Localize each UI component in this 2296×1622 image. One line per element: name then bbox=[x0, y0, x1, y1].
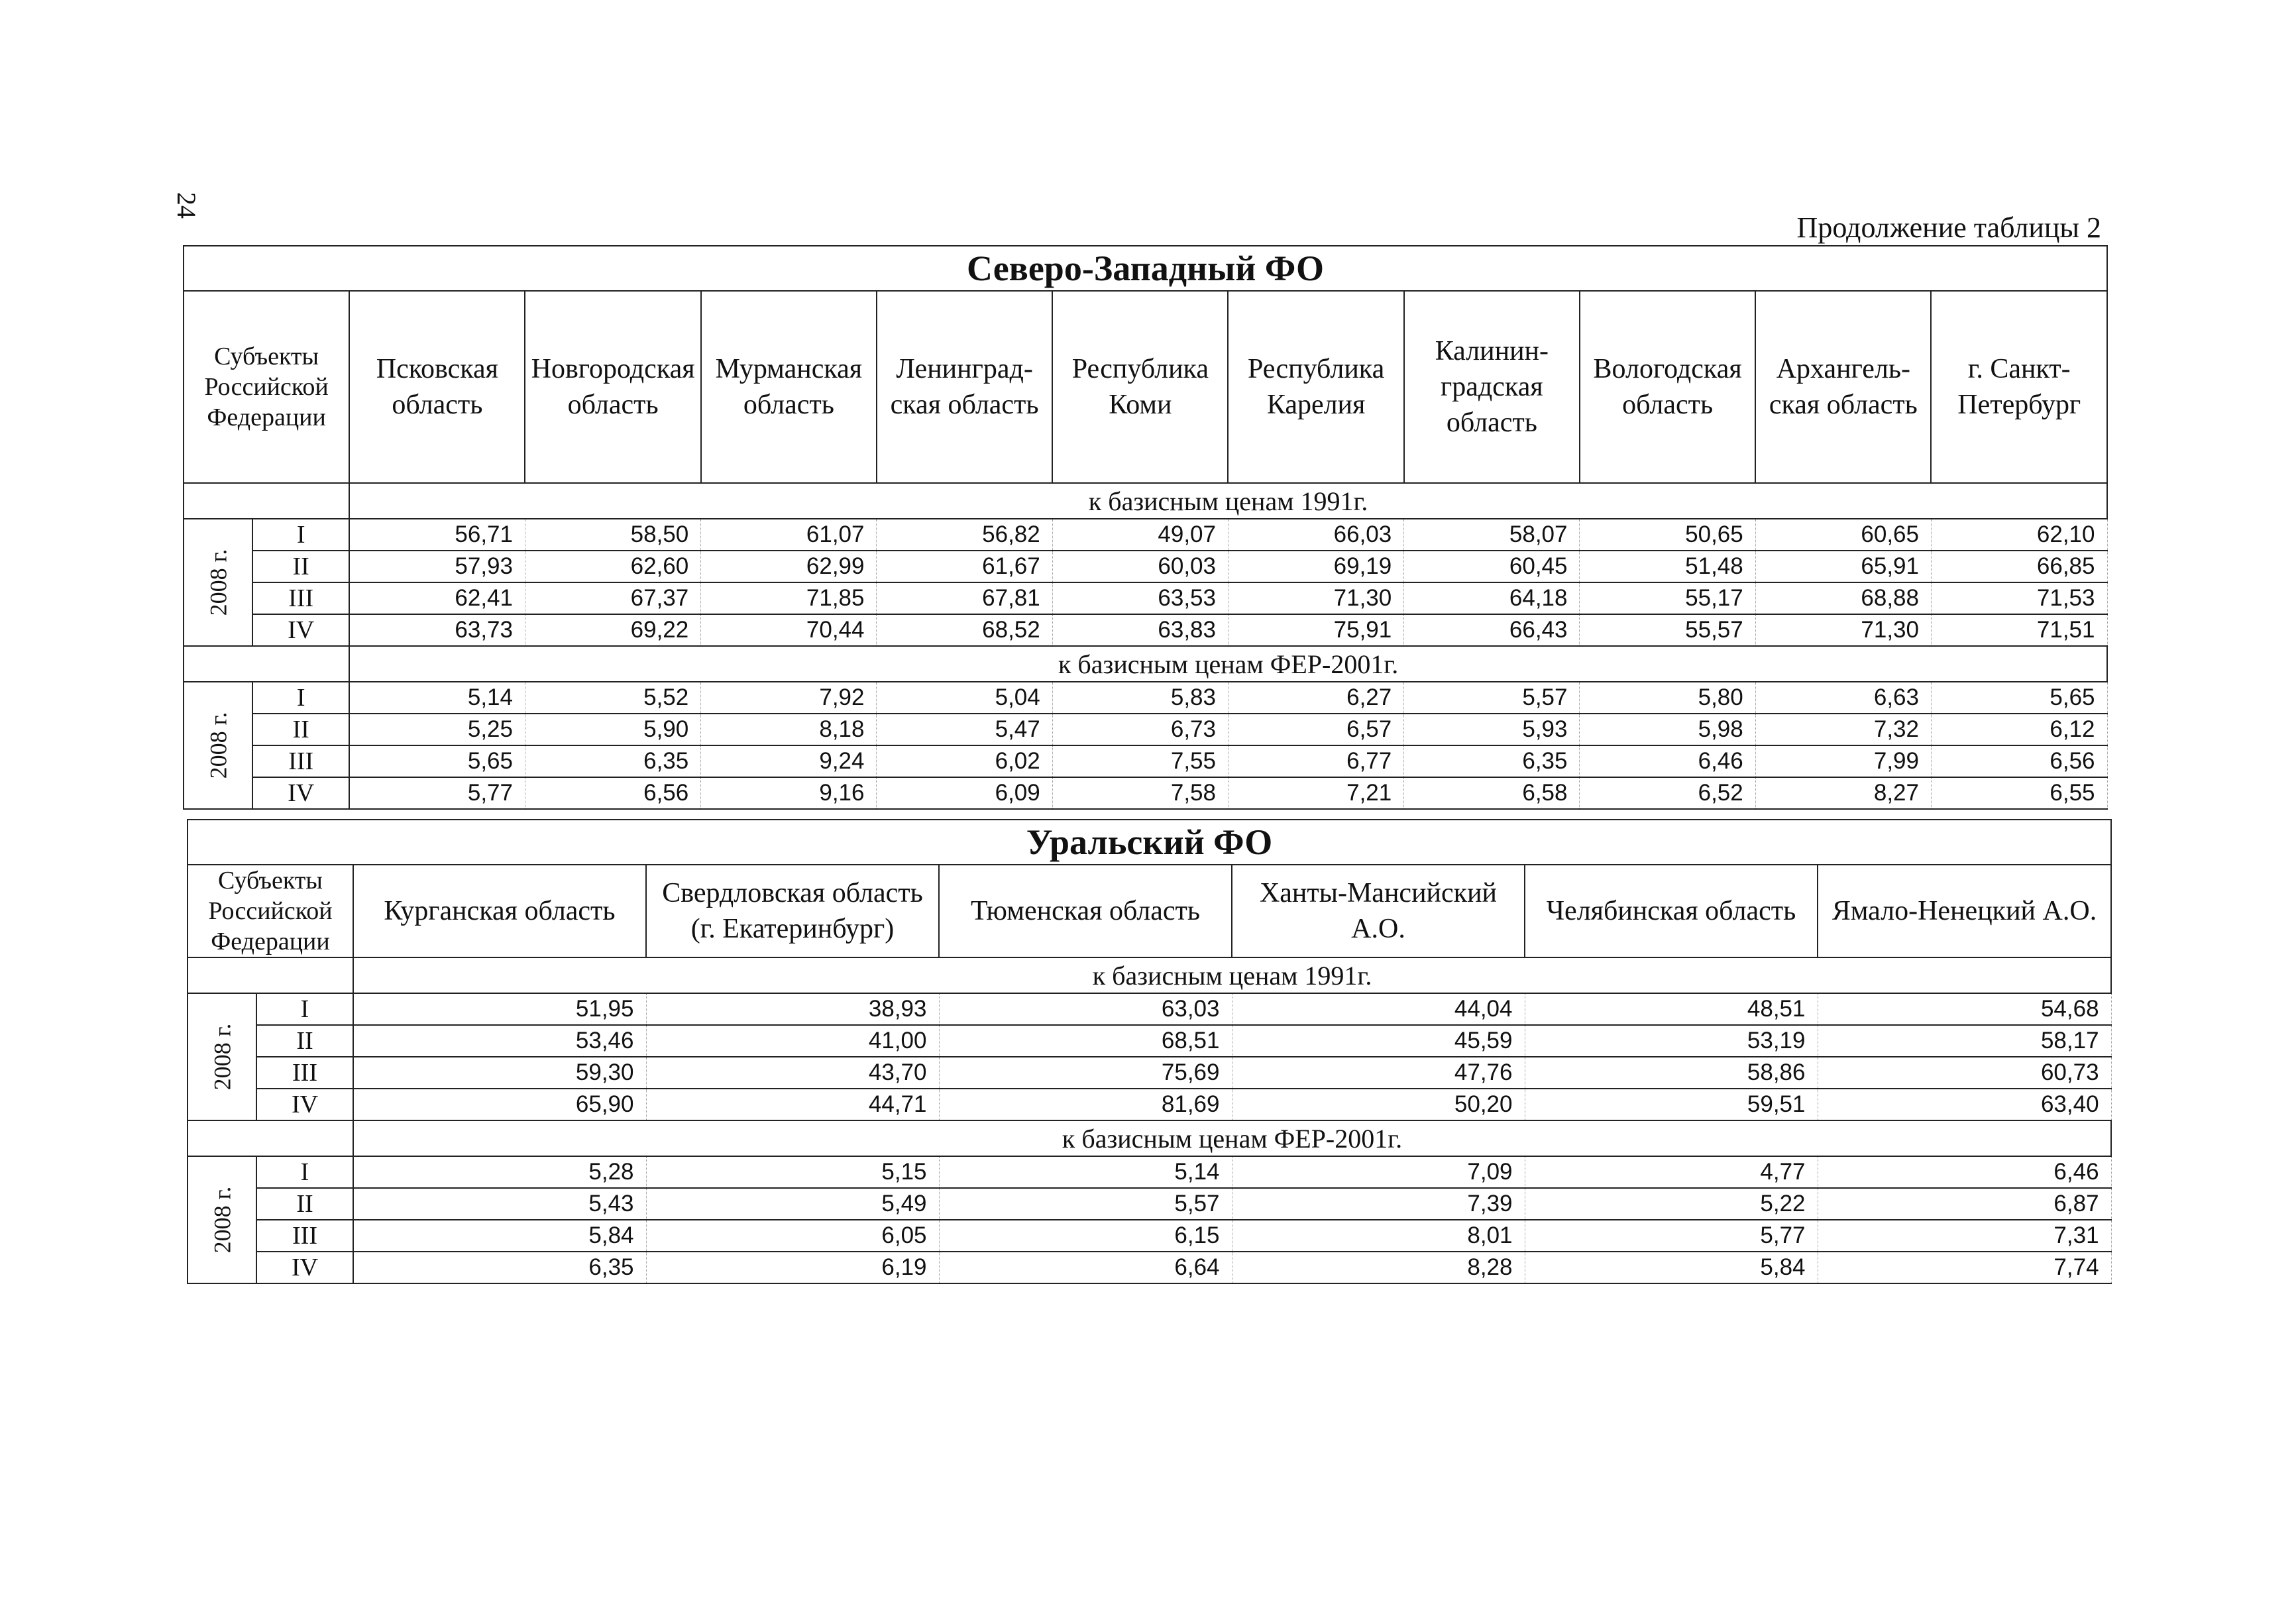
column-header: Республика Карелия bbox=[1228, 291, 1403, 483]
section-label: к базисным ценам 1991г. bbox=[349, 483, 2107, 519]
year-label bbox=[188, 1156, 256, 1283]
value-cell: 81,69 bbox=[939, 1089, 1232, 1120]
value-cell: 7,92 bbox=[701, 682, 877, 714]
value-cell: 8,18 bbox=[701, 714, 877, 745]
value-cell: 5,65 bbox=[1931, 682, 2107, 714]
column-header: Ханты-Мансийский А.О. bbox=[1232, 865, 1525, 957]
table-row bbox=[188, 1188, 2111, 1220]
value-cell: 6,19 bbox=[646, 1252, 939, 1283]
value-cell: 62,41 bbox=[349, 582, 525, 614]
value-cell: 68,88 bbox=[1755, 582, 1931, 614]
value-cell: 71,51 bbox=[1931, 614, 2107, 646]
value-cell: 6,56 bbox=[525, 777, 700, 809]
year-text: 2008 г. bbox=[205, 549, 232, 616]
page-number: 24 bbox=[172, 192, 202, 219]
value-cell: 68,51 bbox=[939, 1025, 1232, 1057]
value-cell: 5,90 bbox=[525, 714, 700, 745]
table-row bbox=[184, 519, 2107, 551]
quarter-label: II bbox=[256, 1188, 353, 1220]
value-cell: 7,21 bbox=[1228, 777, 1403, 809]
column-header: Калинин-градская область bbox=[1404, 291, 1580, 483]
value-cell: 6,46 bbox=[1818, 1156, 2111, 1188]
quarter-label: I bbox=[252, 682, 349, 714]
value-cell: 75,91 bbox=[1228, 614, 1403, 646]
value-cell: 58,07 bbox=[1404, 519, 1580, 551]
value-cell: 51,95 bbox=[353, 993, 646, 1025]
year-text: 2008 г. bbox=[209, 1023, 235, 1091]
quarter-label: II bbox=[256, 1025, 353, 1057]
quarter-label: II bbox=[252, 714, 349, 745]
value-cell: 53,19 bbox=[1525, 1025, 1818, 1057]
value-cell: 7,32 bbox=[1755, 714, 1931, 745]
section-spacer bbox=[188, 957, 353, 993]
northwest-title: Северо-Западный ФО bbox=[184, 246, 2107, 291]
year-label bbox=[184, 519, 252, 646]
value-cell: 6,77 bbox=[1228, 745, 1403, 777]
value-cell: 47,76 bbox=[1232, 1057, 1525, 1089]
value-cell: 67,37 bbox=[525, 582, 700, 614]
section-spacer bbox=[184, 483, 349, 519]
value-cell: 9,24 bbox=[701, 745, 877, 777]
column-header: Республика Коми bbox=[1052, 291, 1228, 483]
table-row bbox=[184, 777, 2107, 809]
column-header: Курганская область bbox=[353, 865, 646, 957]
value-cell: 48,51 bbox=[1525, 993, 1818, 1025]
value-cell: 5,57 bbox=[1404, 682, 1580, 714]
quarter-label: I bbox=[256, 1156, 353, 1188]
value-cell: 4,77 bbox=[1525, 1156, 1818, 1188]
value-cell: 71,30 bbox=[1755, 614, 1931, 646]
value-cell: 5,57 bbox=[939, 1188, 1232, 1220]
value-cell: 5,15 bbox=[646, 1156, 939, 1188]
value-cell: 6,27 bbox=[1228, 682, 1403, 714]
quarter-label: I bbox=[252, 519, 349, 551]
subject-header: Субъекты Российской Федерации bbox=[188, 865, 353, 957]
value-cell: 50,20 bbox=[1232, 1089, 1525, 1120]
value-cell: 43,70 bbox=[646, 1057, 939, 1089]
value-cell: 67,81 bbox=[877, 582, 1052, 614]
value-cell: 61,07 bbox=[701, 519, 877, 551]
section-label: к базисным ценам 1991г. bbox=[353, 957, 2111, 993]
value-cell: 60,45 bbox=[1404, 551, 1580, 582]
value-cell: 69,19 bbox=[1228, 551, 1403, 582]
value-cell: 7,09 bbox=[1232, 1156, 1525, 1188]
value-cell: 66,85 bbox=[1931, 551, 2107, 582]
value-cell: 68,52 bbox=[877, 614, 1052, 646]
value-cell: 45,59 bbox=[1232, 1025, 1525, 1057]
value-cell: 5,80 bbox=[1580, 682, 1755, 714]
value-cell: 5,14 bbox=[349, 682, 525, 714]
quarter-label: II bbox=[252, 551, 349, 582]
table-row bbox=[188, 1025, 2111, 1057]
value-cell: 71,85 bbox=[701, 582, 877, 614]
section-spacer bbox=[188, 1120, 353, 1156]
table-row bbox=[188, 1057, 2111, 1089]
column-header: г. Санкт-Петербург bbox=[1931, 291, 2107, 483]
table-row bbox=[188, 993, 2111, 1025]
quarter-label: I bbox=[256, 993, 353, 1025]
column-header: Ямало-Ненецкий А.О. bbox=[1818, 865, 2111, 957]
value-cell: 70,44 bbox=[701, 614, 877, 646]
value-cell: 75,69 bbox=[939, 1057, 1232, 1089]
value-cell: 6,73 bbox=[1052, 714, 1228, 745]
value-cell: 60,03 bbox=[1052, 551, 1228, 582]
value-cell: 6,35 bbox=[353, 1252, 646, 1283]
value-cell: 71,53 bbox=[1931, 582, 2107, 614]
quarter-label: III bbox=[256, 1057, 353, 1089]
value-cell: 5,04 bbox=[877, 682, 1052, 714]
value-cell: 61,67 bbox=[877, 551, 1052, 582]
value-cell: 6,52 bbox=[1580, 777, 1755, 809]
column-header: Псковская область bbox=[349, 291, 525, 483]
value-cell: 5,93 bbox=[1404, 714, 1580, 745]
table-row bbox=[184, 614, 2107, 646]
column-header: Мурманская область bbox=[701, 291, 877, 483]
value-cell: 51,48 bbox=[1580, 551, 1755, 582]
value-cell: 66,03 bbox=[1228, 519, 1403, 551]
value-cell: 53,46 bbox=[353, 1025, 646, 1057]
value-cell: 63,53 bbox=[1052, 582, 1228, 614]
value-cell: 5,84 bbox=[1525, 1252, 1818, 1283]
value-cell: 6,63 bbox=[1755, 682, 1931, 714]
value-cell: 6,35 bbox=[1404, 745, 1580, 777]
value-cell: 7,99 bbox=[1755, 745, 1931, 777]
value-cell: 6,87 bbox=[1818, 1188, 2111, 1220]
column-header: Вологодская область bbox=[1580, 291, 1755, 483]
section-spacer bbox=[184, 646, 349, 682]
value-cell: 6,55 bbox=[1931, 777, 2107, 809]
quarter-label: IV bbox=[252, 777, 349, 809]
table-row bbox=[184, 714, 2107, 745]
year-label bbox=[188, 993, 256, 1120]
value-cell: 56,71 bbox=[349, 519, 525, 551]
ural-table bbox=[187, 819, 2112, 1284]
value-cell: 58,17 bbox=[1818, 1025, 2111, 1057]
quarter-label: IV bbox=[252, 614, 349, 646]
value-cell: 64,18 bbox=[1404, 582, 1580, 614]
value-cell: 6,12 bbox=[1931, 714, 2107, 745]
value-cell: 62,10 bbox=[1931, 519, 2107, 551]
table-row bbox=[184, 682, 2107, 714]
value-cell: 5,22 bbox=[1525, 1188, 1818, 1220]
value-cell: 6,46 bbox=[1580, 745, 1755, 777]
column-header: Тюменская область bbox=[939, 865, 1232, 957]
value-cell: 5,25 bbox=[349, 714, 525, 745]
quarter-label: IV bbox=[256, 1252, 353, 1283]
value-cell: 62,60 bbox=[525, 551, 700, 582]
subject-header: Субъекты Российской Федерации bbox=[184, 291, 349, 483]
value-cell: 5,52 bbox=[525, 682, 700, 714]
value-cell: 63,03 bbox=[939, 993, 1232, 1025]
value-cell: 5,77 bbox=[349, 777, 525, 809]
value-cell: 5,47 bbox=[877, 714, 1052, 745]
year-text: 2008 г. bbox=[209, 1186, 235, 1254]
value-cell: 8,28 bbox=[1232, 1252, 1525, 1283]
value-cell: 6,09 bbox=[877, 777, 1052, 809]
value-cell: 6,57 bbox=[1228, 714, 1403, 745]
year-label bbox=[184, 682, 252, 809]
value-cell: 5,77 bbox=[1525, 1220, 1818, 1252]
value-cell: 65,90 bbox=[353, 1089, 646, 1120]
value-cell: 63,83 bbox=[1052, 614, 1228, 646]
column-header: Челябинская область bbox=[1525, 865, 1818, 957]
column-header: Новгородская область bbox=[525, 291, 700, 483]
value-cell: 6,05 bbox=[646, 1220, 939, 1252]
value-cell: 59,51 bbox=[1525, 1089, 1818, 1120]
value-cell: 60,73 bbox=[1818, 1057, 2111, 1089]
value-cell: 59,30 bbox=[353, 1057, 646, 1089]
section-label: к базисным ценам ФЕР-2001г. bbox=[349, 646, 2107, 682]
value-cell: 5,84 bbox=[353, 1220, 646, 1252]
value-cell: 63,40 bbox=[1818, 1089, 2111, 1120]
value-cell: 9,16 bbox=[701, 777, 877, 809]
value-cell: 6,64 bbox=[939, 1252, 1232, 1283]
value-cell: 7,39 bbox=[1232, 1188, 1525, 1220]
value-cell: 5,28 bbox=[353, 1156, 646, 1188]
table-row bbox=[184, 745, 2107, 777]
value-cell: 5,83 bbox=[1052, 682, 1228, 714]
value-cell: 56,82 bbox=[877, 519, 1052, 551]
table-row bbox=[188, 1252, 2111, 1283]
value-cell: 60,65 bbox=[1755, 519, 1931, 551]
table-row bbox=[188, 1156, 2111, 1188]
quarter-label: IV bbox=[256, 1089, 353, 1120]
value-cell: 7,74 bbox=[1818, 1252, 2111, 1283]
value-cell: 58,50 bbox=[525, 519, 700, 551]
value-cell: 6,58 bbox=[1404, 777, 1580, 809]
quarter-label: III bbox=[252, 745, 349, 777]
quarter-label: III bbox=[256, 1220, 353, 1252]
value-cell: 7,58 bbox=[1052, 777, 1228, 809]
value-cell: 49,07 bbox=[1052, 519, 1228, 551]
value-cell: 7,55 bbox=[1052, 745, 1228, 777]
value-cell: 8,27 bbox=[1755, 777, 1931, 809]
value-cell: 58,86 bbox=[1525, 1057, 1818, 1089]
value-cell: 55,57 bbox=[1580, 614, 1755, 646]
value-cell: 5,98 bbox=[1580, 714, 1755, 745]
northwest-table bbox=[183, 245, 2108, 810]
value-cell: 38,93 bbox=[646, 993, 939, 1025]
table-row bbox=[188, 1089, 2111, 1120]
column-header: Архангель-ская область bbox=[1755, 291, 1931, 483]
value-cell: 5,65 bbox=[349, 745, 525, 777]
value-cell: 8,01 bbox=[1232, 1220, 1525, 1252]
value-cell: 6,15 bbox=[939, 1220, 1232, 1252]
quarter-label: III bbox=[252, 582, 349, 614]
value-cell: 5,14 bbox=[939, 1156, 1232, 1188]
value-cell: 6,02 bbox=[877, 745, 1052, 777]
table-row bbox=[184, 582, 2107, 614]
value-cell: 55,17 bbox=[1580, 582, 1755, 614]
table-row bbox=[188, 1220, 2111, 1252]
column-header: Ленинград-ская область bbox=[877, 291, 1052, 483]
table-row bbox=[184, 551, 2107, 582]
value-cell: 54,68 bbox=[1818, 993, 2111, 1025]
value-cell: 66,43 bbox=[1404, 614, 1580, 646]
value-cell: 6,56 bbox=[1931, 745, 2107, 777]
value-cell: 57,93 bbox=[349, 551, 525, 582]
value-cell: 63,73 bbox=[349, 614, 525, 646]
value-cell: 5,49 bbox=[646, 1188, 939, 1220]
continuation-label: Продолжение таблицы 2 bbox=[1796, 211, 2101, 244]
column-header: Свердловская область (г. Екатеринбург) bbox=[646, 865, 939, 957]
value-cell: 71,30 bbox=[1228, 582, 1403, 614]
value-cell: 69,22 bbox=[525, 614, 700, 646]
value-cell: 5,43 bbox=[353, 1188, 646, 1220]
value-cell: 62,99 bbox=[701, 551, 877, 582]
value-cell: 65,91 bbox=[1755, 551, 1931, 582]
value-cell: 44,04 bbox=[1232, 993, 1525, 1025]
section-label: к базисным ценам ФЕР-2001г. bbox=[353, 1120, 2111, 1156]
ural-title: Уральский ФО bbox=[188, 820, 2111, 865]
value-cell: 6,35 bbox=[525, 745, 700, 777]
value-cell: 41,00 bbox=[646, 1025, 939, 1057]
value-cell: 50,65 bbox=[1580, 519, 1755, 551]
year-text: 2008 г. bbox=[205, 712, 232, 779]
value-cell: 7,31 bbox=[1818, 1220, 2111, 1252]
value-cell: 44,71 bbox=[646, 1089, 939, 1120]
